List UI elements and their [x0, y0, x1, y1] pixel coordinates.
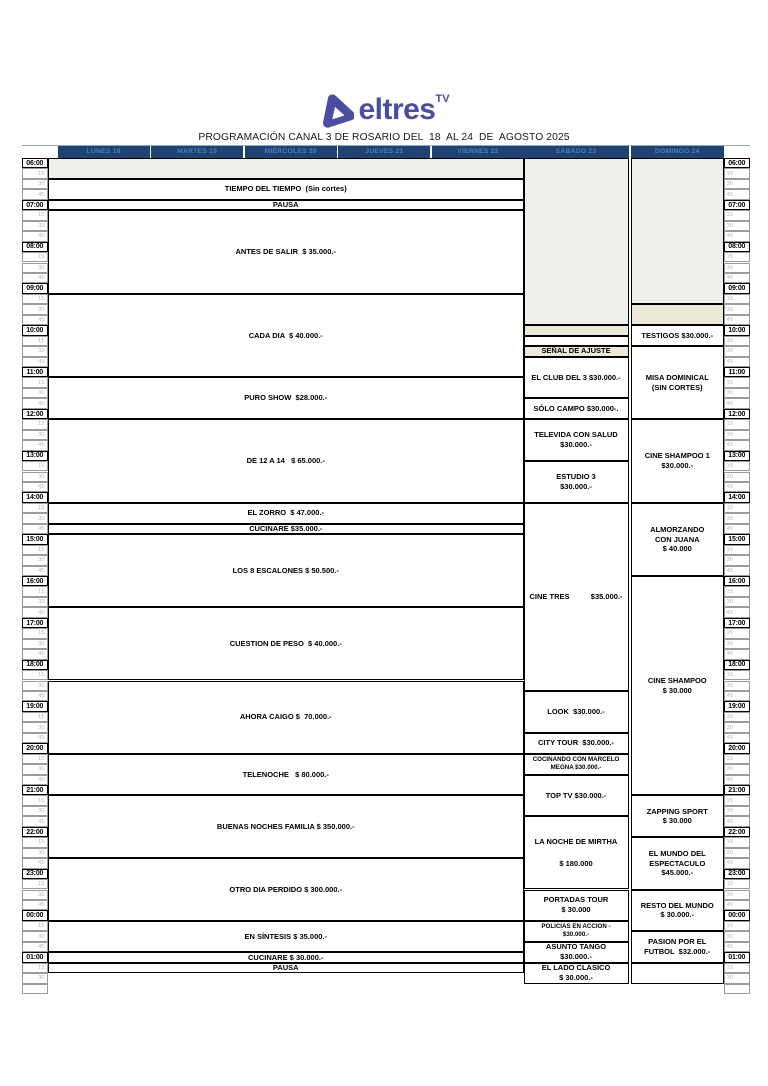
time-quarter-cell-right: 45 [724, 524, 751, 534]
time-quarter-cell-left: 30 [22, 221, 48, 231]
brand-superscript: TV [435, 93, 450, 105]
time-hour-cell-right: 20:00 [724, 743, 751, 753]
time-quarter-cell-left: 30 [22, 179, 48, 189]
program-label-line: RESTO DEL MUNDO [640, 900, 714, 910]
program-block [524, 890, 629, 921]
time-quarter-cell-left: 45 [22, 357, 48, 367]
time-quarter-cell-right: 30 [724, 639, 751, 649]
time-quarter-cell-right: 30 [724, 597, 751, 607]
time-hour-cell-left: 15:00 [22, 534, 48, 544]
time-quarter-cell-right: 30 [724, 973, 751, 983]
time-quarter-cell-right: 15 [724, 294, 751, 304]
time-quarter-cell-right: 45 [724, 398, 751, 408]
time-quarter-cell-left: 15 [22, 754, 48, 764]
program-block [48, 681, 525, 754]
time-hour-cell-left: 16:00 [22, 576, 48, 586]
day-header-5: VIERNES 22 [432, 146, 524, 158]
program-block [631, 795, 725, 837]
time-quarter-cell-left: 15 [22, 963, 48, 973]
program-label-line: LOOK $30.000.- [547, 706, 605, 716]
time-quarter-cell-left: 15 [22, 879, 48, 889]
program-label-line: CITY TOUR $30.000.- [537, 738, 614, 748]
program-label-line: FUTBOL $32.000.- [644, 946, 711, 956]
program-label-line: DE 12 A 14 $ 65.000.- [246, 456, 325, 466]
time-hour-cell-right: 23:00 [724, 869, 751, 879]
program-label-line: EL CLUB DEL 3 $30.000.- [531, 372, 621, 382]
day-header-4: JUEVES 21 [338, 146, 430, 158]
program-label-line: TELENOCHE $ 80.000.- [242, 769, 329, 779]
program-block [524, 461, 629, 503]
program-block [524, 398, 629, 419]
time-hour-cell-left: 07:00 [22, 200, 48, 210]
time-quarter-cell-left: 15 [22, 712, 48, 722]
time-quarter-cell-right: 45 [724, 273, 751, 283]
time-quarter-cell-right: 15 [724, 670, 751, 680]
time-quarter-cell-left [22, 984, 48, 994]
program-block [48, 419, 525, 503]
time-quarter-cell-left: 30 [22, 597, 48, 607]
time-hour-cell-left: 08:00 [22, 242, 48, 252]
time-quarter-cell-right: 30 [724, 681, 751, 691]
program-price: $35.000.- [590, 592, 623, 602]
time-hour-cell-right: 06:00 [724, 158, 751, 168]
time-hour-cell-left: 17:00 [22, 618, 48, 628]
time-quarter-cell-left: 15 [22, 168, 48, 178]
time-quarter-cell-right: 15 [724, 837, 751, 847]
time-hour-cell-left: 13:00 [22, 451, 48, 461]
time-quarter-cell-right: 15 [724, 210, 751, 220]
program-label-line: CINE SHAMPOO [647, 675, 707, 685]
program-label-line: $30.000.- [562, 931, 590, 939]
time-quarter-cell-right: 15 [724, 168, 751, 178]
time-quarter-cell-right: 45 [724, 691, 751, 701]
time-quarter-cell-right: 45 [724, 315, 751, 325]
time-quarter-cell-left: 30 [22, 346, 48, 356]
day-header-7: DOMINGO 24 [631, 146, 725, 158]
program-label-line: LA NOCHE DE MIRTHA [534, 837, 618, 847]
time-quarter-cell-left: 30 [22, 890, 48, 900]
time-quarter-cell-left: 45 [22, 189, 48, 199]
time-hour-cell-left: 14:00 [22, 492, 48, 502]
time-quarter-cell-left: 15 [22, 628, 48, 638]
empty-slot [48, 158, 525, 179]
time-quarter-cell-right: 45 [724, 566, 751, 576]
time-quarter-cell-right: 30 [724, 806, 751, 816]
program-label-line: LOS 8 ESCALONES $ 50.500.- [232, 565, 339, 575]
program-block [524, 816, 629, 889]
program-label-line: TESTIGOS $30.000.- [641, 330, 714, 340]
time-quarter-cell-left: 15 [22, 503, 48, 513]
day-header-1: LUNES 18 [58, 146, 150, 158]
time-quarter-cell-left: 45 [22, 231, 48, 241]
program-block [48, 503, 525, 524]
time-quarter-cell-right: 30 [724, 513, 751, 523]
time-quarter-cell-left: 45 [22, 273, 48, 283]
program-label-line: ESTUDIO 3 [556, 472, 596, 482]
time-quarter-cell-left: 45 [22, 816, 48, 826]
program-label-line: ZAPPING SPORT [646, 806, 708, 816]
program-block [48, 858, 525, 921]
time-quarter-cell-left: 45 [22, 524, 48, 534]
time-hour-cell-right: 17:00 [724, 618, 751, 628]
empty-slot [631, 158, 725, 304]
time-quarter-cell-right: 30 [724, 304, 751, 314]
program-block [48, 179, 525, 200]
time-hour-cell-right: 01:00 [724, 952, 751, 962]
time-quarter-cell-right: 30 [724, 722, 751, 732]
brand-name: eltres [358, 93, 436, 126]
time-quarter-cell-left: 45 [22, 942, 48, 952]
program-block [524, 942, 629, 963]
time-hour-cell-right: 15:00 [724, 534, 751, 544]
time-quarter-cell-left: 30 [22, 931, 48, 941]
time-quarter-cell-right: 45 [724, 357, 751, 367]
time-quarter-cell-left: 45 [22, 566, 48, 576]
program-block [48, 524, 525, 534]
time-quarter-cell-left: 30 [22, 681, 48, 691]
program-label-line: $30.000.- [560, 440, 592, 450]
time-hour-cell-right: 09:00 [724, 283, 751, 293]
time-hour-cell-right: 16:00 [724, 576, 751, 586]
time-hour-cell-right: 22:00 [724, 827, 751, 837]
time-quarter-cell-right: 30 [724, 472, 751, 482]
time-quarter-cell-left: 30 [22, 513, 48, 523]
time-hour-cell-right: 19:00 [724, 701, 751, 711]
time-quarter-cell-right: 45 [724, 440, 751, 450]
time-quarter-cell-left: 45 [22, 607, 48, 617]
time-quarter-cell-right: 45 [724, 858, 751, 868]
eltres-logo-icon [318, 92, 354, 128]
program-block [48, 210, 525, 294]
program-label-line: BUENAS NOCHES FAMILIA $ 350.000.- [216, 821, 355, 831]
program-label-line: (SIN CORTES) [651, 382, 703, 392]
time-hour-cell-left: 06:00 [22, 158, 48, 168]
time-quarter-cell-right: 15 [724, 754, 751, 764]
program-label-line: OTRO DIA PERDIDO $ 300.000.- [229, 884, 343, 894]
program-block [524, 419, 629, 461]
time-hour-cell-left: 12:00 [22, 409, 48, 419]
time-quarter-cell-left: 15 [22, 586, 48, 596]
time-quarter-cell-right: 15 [724, 252, 751, 262]
program-label-line: MISA DOMINICAL [645, 372, 709, 382]
time-quarter-cell-left: 45 [22, 482, 48, 492]
program-label-line: TIEMPO DEL TIEMPO (Sin cortes) [224, 184, 347, 194]
time-quarter-cell-left: 30 [22, 388, 48, 398]
time-quarter-cell-left: 45 [22, 775, 48, 785]
time-hour-cell-right: 21:00 [724, 785, 751, 795]
time-quarter-cell-left: 45 [22, 733, 48, 743]
time-quarter-cell-left: 30 [22, 430, 48, 440]
time-quarter-cell-left: 45 [22, 649, 48, 659]
program-label-line: ANTES DE SALIR $ 35.000.- [235, 247, 336, 257]
program-block [524, 921, 629, 942]
time-quarter-cell-right: 30 [724, 221, 751, 231]
program-label-line: PAUSA [272, 200, 299, 210]
time-hour-cell-left: 00:00 [22, 910, 48, 920]
program-block [524, 503, 629, 691]
program-label-line: POLICIAS EN ACCION - [541, 923, 611, 931]
time-quarter-cell-right: 45 [724, 775, 751, 785]
time-hour-cell-right: 14:00 [724, 492, 751, 502]
time-hour-cell-right: 11:00 [724, 367, 751, 377]
program-block [48, 754, 525, 796]
program-label-line: PURO SHOW $28.000.- [244, 393, 328, 403]
time-quarter-cell-left: 15 [22, 545, 48, 555]
day-header-3: MIÉRCOLES 20 [245, 146, 337, 158]
time-quarter-cell-left: 30 [22, 555, 48, 565]
program-block [48, 294, 525, 378]
time-quarter-cell-right: 30 [724, 764, 751, 774]
program-label-line: SEÑAL DE AJUSTE [541, 346, 611, 356]
program-label-line: $30.000.- [661, 461, 694, 471]
program-block [524, 691, 629, 733]
time-hour-cell-left: 10:00 [22, 325, 48, 335]
time-hour-cell-left: 01:00 [22, 952, 48, 962]
program-block [631, 837, 725, 889]
time-quarter-cell-right: 15 [724, 963, 751, 973]
time-quarter-cell-left: 15 [22, 670, 48, 680]
time-hour-cell-left: 23:00 [22, 869, 48, 879]
time-quarter-cell-right: 30 [724, 555, 751, 565]
time-hour-cell-left: 20:00 [22, 743, 48, 753]
time-quarter-cell-right: 15 [724, 503, 751, 513]
time-quarter-cell-right: 30 [724, 179, 751, 189]
time-quarter-cell-right: 45 [724, 816, 751, 826]
time-quarter-cell-right: 45 [724, 733, 751, 743]
time-quarter-cell-right: 45 [724, 900, 751, 910]
program-block [631, 931, 725, 962]
program-label-line: $30.000.- [560, 481, 592, 491]
time-quarter-cell-right: 45 [724, 482, 751, 492]
time-hour-cell-right: 10:00 [724, 325, 751, 335]
time-quarter-cell-right: 30 [724, 848, 751, 858]
time-quarter-cell-left: 30 [22, 973, 48, 983]
program-label-line: $ 40.000 [662, 544, 692, 554]
program-block [631, 419, 725, 503]
program-label-line: COCINANDO CON MARCELO [532, 756, 620, 764]
time-quarter-cell-left: 15 [22, 795, 48, 805]
program-block [631, 890, 725, 932]
program-block [631, 346, 725, 419]
time-quarter-cell-right: 15 [724, 419, 751, 429]
day-header-6: SÁBADO 23 [524, 146, 629, 158]
program-block [631, 503, 725, 576]
program-label-line: $30.000.- [560, 952, 592, 962]
program-label-line: EN SÍNTESIS $ 35.000.- [244, 931, 328, 941]
time-hour-cell-right: 08:00 [724, 242, 751, 252]
time-hour-cell-left: 22:00 [22, 827, 48, 837]
time-quarter-cell-left: 30 [22, 848, 48, 858]
time-quarter-cell-right: 30 [724, 890, 751, 900]
program-block [524, 733, 629, 754]
empty-slot [631, 304, 725, 325]
time-quarter-cell-right: 15 [724, 879, 751, 889]
time-quarter-cell-right [724, 984, 751, 994]
time-hour-cell-left: 11:00 [22, 367, 48, 377]
empty-slot [631, 963, 725, 984]
program-block [524, 754, 629, 775]
program-label-line: CUESTION DE PESO $ 40.000.- [229, 639, 342, 649]
time-quarter-cell-left: 30 [22, 722, 48, 732]
time-quarter-cell-left: 30 [22, 472, 48, 482]
time-quarter-cell-right: 15 [724, 712, 751, 722]
time-hour-cell-right: 07:00 [724, 200, 751, 210]
program-label-line: $ 30.000 [662, 685, 692, 695]
time-hour-cell-right: 12:00 [724, 409, 751, 419]
time-quarter-cell-right: 30 [724, 346, 751, 356]
program-label-line: $ 30.000 [561, 905, 591, 915]
empty-slot [524, 325, 629, 335]
time-quarter-cell-left: 45 [22, 440, 48, 450]
time-quarter-cell-right: 15 [724, 461, 751, 471]
program-block [524, 775, 629, 817]
program-block [48, 921, 525, 952]
time-quarter-cell-left: 30 [22, 639, 48, 649]
program-block [48, 377, 525, 419]
program-label-line: PORTADAS TOUR [543, 895, 609, 905]
time-quarter-cell-left: 45 [22, 691, 48, 701]
program-block [48, 607, 525, 680]
program-label-line: TOP TV $30.000.- [545, 790, 607, 800]
time-quarter-cell-right: 45 [724, 942, 751, 952]
program-label-line: $ 30.000.- [660, 910, 695, 920]
program-label-line: CINE SHAMPOO 1 [644, 451, 710, 461]
time-quarter-cell-right: 30 [724, 931, 751, 941]
program-label-line: EL LADO CLASICO [541, 963, 611, 973]
time-quarter-cell-right: 15 [724, 377, 751, 387]
time-hour-cell-right: 13:00 [724, 451, 751, 461]
time-quarter-cell-left: 15 [22, 837, 48, 847]
time-quarter-cell-left: 15 [22, 252, 48, 262]
program-block [48, 795, 525, 858]
program-label-line: $ 30.000.- [559, 973, 593, 983]
time-quarter-cell-left: 45 [22, 398, 48, 408]
time-quarter-cell-left: 30 [22, 263, 48, 273]
time-hour-cell-left: 18:00 [22, 660, 48, 670]
time-quarter-cell-right: 45 [724, 189, 751, 199]
time-quarter-cell-left: 30 [22, 764, 48, 774]
channel-logo [0, 92, 768, 128]
time-quarter-cell-left: 30 [22, 304, 48, 314]
time-hour-cell-left: 21:00 [22, 785, 48, 795]
time-quarter-cell-left: 30 [22, 806, 48, 816]
time-quarter-cell-right: 30 [724, 430, 751, 440]
program-label-line: SÓLO CAMPO $30.000-. [533, 403, 619, 413]
program-block [524, 963, 629, 984]
program-label-line: CUCINARE $35.000.- [249, 524, 323, 534]
program-block [48, 200, 525, 210]
time-quarter-cell-right: 45 [724, 231, 751, 241]
time-quarter-cell-left: 45 [22, 900, 48, 910]
time-quarter-cell-left: 15 [22, 294, 48, 304]
program-label-line: EL MUNDO DEL [648, 848, 706, 858]
program-label-line: $ 180.000 [559, 858, 593, 868]
program-block [48, 963, 525, 973]
program-block [524, 346, 629, 356]
day-header-2: MARTES 19 [151, 146, 243, 158]
program-label-line: $45.000.- [661, 868, 694, 878]
program-block [48, 952, 525, 962]
program-block [48, 534, 525, 607]
program-label-line: CADA DIA $ 40.000.- [248, 330, 323, 340]
program-block [631, 576, 725, 795]
program-label-line: $ 30.000 [662, 816, 692, 826]
time-quarter-cell-right: 15 [724, 336, 751, 346]
program-label-line: ESPECTACULO [649, 858, 706, 868]
program-label-line: PAUSA [272, 962, 299, 972]
empty-slot [524, 158, 629, 325]
program-label-line: CUCINARE $ 30.000.- [248, 952, 324, 962]
time-quarter-cell-right: 15 [724, 586, 751, 596]
time-quarter-cell-right: 15 [724, 545, 751, 555]
time-quarter-cell-left: 45 [22, 315, 48, 325]
time-quarter-cell-left: 15 [22, 921, 48, 931]
page-title: PROGRAMACIÓN CANAL 3 DE ROSARIO DEL 18 AL 24 DE AGOSTO 2025 [198, 132, 570, 143]
time-quarter-cell-right: 15 [724, 628, 751, 638]
time-quarter-cell-right: 45 [724, 607, 751, 617]
program-label-line: AHORA CAIGO $ 70.000.- [239, 712, 332, 722]
time-quarter-cell-left: 15 [22, 377, 48, 387]
program-label-line: MEGNA $30.000.- [550, 764, 602, 772]
time-hour-cell-left: 09:00 [22, 283, 48, 293]
time-quarter-cell-right: 30 [724, 388, 751, 398]
program-label-line: TELEVIDA CON SALUD [534, 430, 618, 440]
program-label-line: ASUNTO TANGO [545, 942, 607, 952]
time-quarter-cell-left: 15 [22, 419, 48, 429]
empty-slot [524, 336, 629, 346]
time-hour-cell-right: 18:00 [724, 660, 751, 670]
time-quarter-cell-right: 15 [724, 795, 751, 805]
time-quarter-cell-left: 15 [22, 461, 48, 471]
time-quarter-cell-left: 15 [22, 210, 48, 220]
program-label-line: CON JUANA [654, 534, 700, 544]
program-block [631, 325, 725, 346]
time-quarter-cell-right: 15 [724, 921, 751, 931]
program-label-line: PASION POR EL [648, 937, 707, 947]
program-label-line: EL ZORRO $ 47.000.- [247, 508, 325, 518]
time-quarter-cell-left: 45 [22, 858, 48, 868]
time-hour-cell-right: 00:00 [724, 910, 751, 920]
program-block [524, 357, 629, 399]
time-quarter-cell-right: 45 [724, 649, 751, 659]
time-quarter-cell-right: 30 [724, 263, 751, 273]
program-label-line: ALMORZANDO [650, 524, 705, 534]
time-hour-cell-left: 19:00 [22, 701, 48, 711]
program-title: CINE TRES [529, 592, 570, 602]
time-quarter-cell-left: 15 [22, 336, 48, 346]
